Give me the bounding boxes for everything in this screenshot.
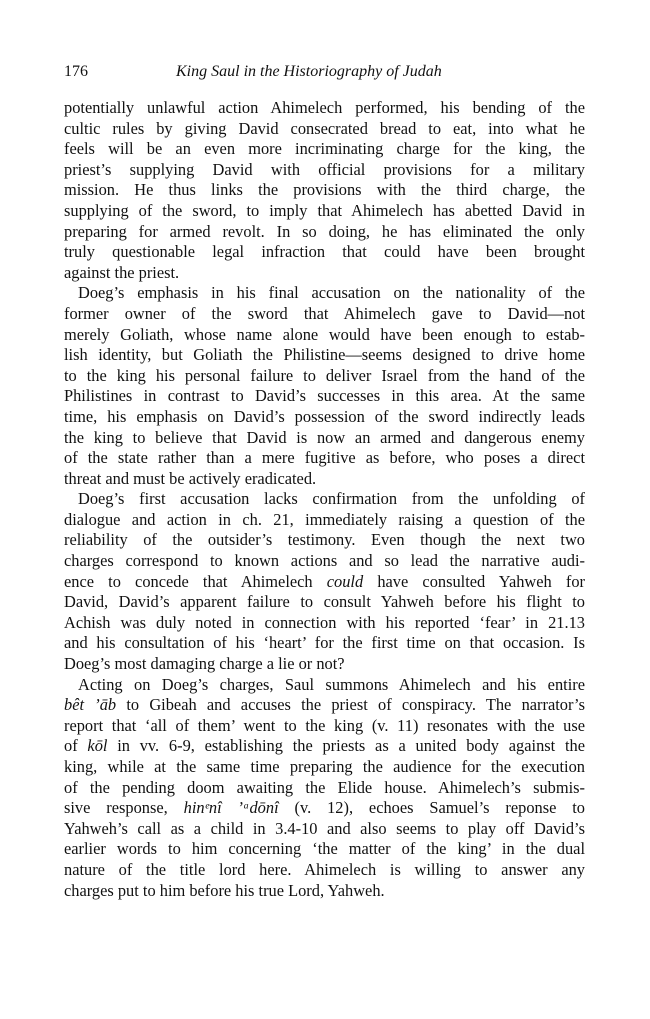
text-line: feels will be an even more incriminating charge for the king, the: [64, 139, 585, 159]
paragraph: [64, 675, 585, 902]
text-line: mission. He thus links the provisions with the third charge, the: [64, 180, 585, 200]
text-segment: have consulted Yahweh for: [363, 571, 585, 591]
text-line: priest’s supplying David with official provisions for a military: [64, 159, 585, 179]
text-line: against the priest.: [64, 262, 180, 282]
text-line: of the state rather than a mere fugitive as before, who poses a direct: [64, 448, 585, 468]
text-segment: in vv. 6-9, establishing the priests as a united body against the: [107, 736, 585, 756]
text-line: cultic rules by giving David consecrated bread to eat, into what he: [64, 118, 585, 138]
text-line: king, while at the same time preparing the audience for the execution: [64, 757, 585, 776]
text-segment: of: [64, 736, 88, 756]
text-line: truly questionable legal infraction that could have been brought: [64, 242, 585, 262]
text-segment: ence to concede that Ahimelech: [64, 571, 327, 591]
page-number: 176: [64, 63, 88, 80]
text-line: merely Goliath, whose name alone would have been enough to estab-: [64, 324, 585, 344]
text-line: Doeg’s emphasis in his final accusation on the nationality of the: [78, 283, 585, 303]
text-line: report that ‘all of them’ went to the king (v. 11) resonates with the use: [64, 715, 585, 735]
text-line: Doeg’s first accusation lacks confirmation from the unfolding of: [78, 489, 585, 509]
text-line: charges put to him before his true Lord, Yahweh.: [64, 880, 385, 900]
paragraph: [64, 98, 585, 283]
text-line: Yahweh’s call as a child in 3.4-10 and also seems to play off David’s: [64, 818, 585, 838]
text-line: [64, 572, 585, 593]
text-line: charges correspond to known actions and so lead the narrative audi-: [64, 551, 585, 571]
text-line: time, his emphasis on David’s possession of the sword indirectly leads: [64, 406, 585, 426]
text-line: [64, 695, 585, 716]
text-segment: to Gibeah and accuses the priest of conspiracy. The narrator’s: [116, 695, 585, 715]
text-line: [64, 798, 585, 819]
italic-term: bêt ’āb: [64, 695, 117, 715]
text-line: earlier words to him concerning ‘the matter of the king’ in the dual: [64, 839, 585, 859]
paragraph: [64, 283, 585, 489]
text-line: of the pending doom awaiting the Elide house. Ahimelech’s submis-: [64, 777, 585, 797]
text-line: former owner of the sword that Ahimelech gave to David—not: [64, 303, 585, 323]
italic-term: hinᵉnî ’ᵃdōnî: [183, 798, 279, 818]
text-line: potentially unlawful action Ahimelech performed, his bending of the: [64, 98, 585, 117]
paragraph: [64, 489, 585, 674]
text-line: Doeg’s most damaging charge a lie or not?: [64, 654, 345, 674]
text-line: David, David’s apparent failure to consult Yahweh before his flight to: [64, 592, 585, 612]
text-line: Achish was duly noted in connection with his reported ‘fear’ in 21.13: [64, 612, 585, 632]
text-line: dialogue and action in ch. 21, immediately raising a question of the: [64, 509, 585, 529]
body-text: [64, 98, 585, 901]
italic-term: kōl: [87, 736, 108, 756]
text-line: and his consultation of his ‘heart’ for the first time on that occasion. Is: [64, 633, 585, 653]
italic-term: could: [326, 571, 364, 591]
text-line: reliability of the outsider’s testimony. Even though the next two: [64, 530, 585, 550]
text-line: supplying of the sword, to imply that Ahimelech has abetted David in: [64, 200, 585, 220]
book-page: [64, 62, 585, 901]
text-line: to the king his personal failure to deliver Israel from the hand of the: [64, 365, 585, 385]
text-line: nature of the title lord here. Ahimelech is willing to answer any: [64, 859, 585, 879]
text-line: preparing for armed revolt. In so doing, he has eliminated the only: [64, 221, 585, 241]
text-line: [64, 736, 585, 757]
text-line: Acting on Doeg’s charges, Saul summons Ahimelech and his entire: [78, 674, 585, 694]
text-segment: (v. 12), echoes Samuel’s reponse to: [278, 798, 586, 818]
text-line: Philistines in contrast to David’s successes in this area. At the same: [64, 386, 585, 406]
text-line: threat and must be actively eradicated.: [64, 468, 317, 488]
text-line: lish identity, but Goliath the Philistine—seems designed to drive home: [64, 345, 585, 365]
running-title: King Saul in the Historiography of Judah: [176, 63, 442, 80]
text-line: the king to believe that David is now an armed and dangerous enemy: [64, 427, 585, 447]
running-head: [64, 62, 585, 88]
text-segment: sive response,: [64, 798, 184, 818]
